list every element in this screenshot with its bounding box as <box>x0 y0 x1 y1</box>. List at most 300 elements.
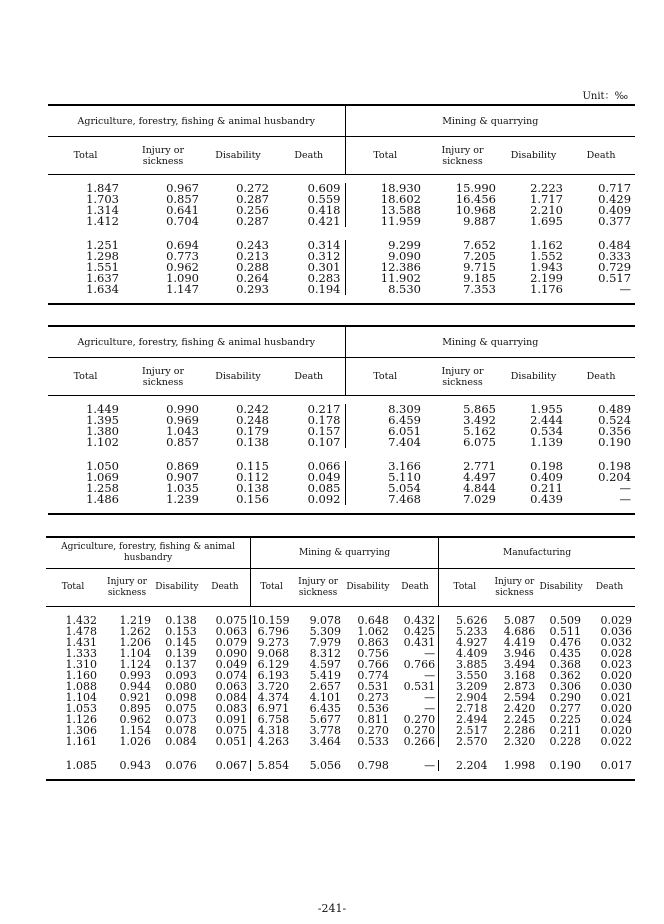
table-cell: 1.310 <box>65 658 97 671</box>
column-header: Total <box>439 569 491 607</box>
table-row <box>46 760 635 771</box>
table-cell: 4.686 <box>503 625 536 638</box>
table-cell: 8.312 <box>309 647 342 660</box>
table-body <box>48 175 635 305</box>
table-cell: 2.718 <box>456 702 488 715</box>
table-cell: 8.309 <box>388 402 421 416</box>
column-header: Disability <box>203 137 273 175</box>
table-cell: 0.112 <box>236 470 269 484</box>
table-cell: 0.509 <box>549 614 581 627</box>
table-cell: 6.796 <box>257 625 290 638</box>
table-cell: 0.084 <box>165 735 197 748</box>
table-cell: 0.531 <box>392 681 439 692</box>
table-cell: 0.944 <box>119 680 151 693</box>
table-cell: 1.431 <box>65 636 97 649</box>
table-cell: 0.020 <box>600 669 632 682</box>
table-cell: 0.093 <box>165 669 197 682</box>
table-cell: 1.847 <box>86 181 119 195</box>
table-cell: 1.090 <box>166 271 199 285</box>
table-cell: 1.943 <box>530 260 563 274</box>
table-cell: 0.270 <box>392 714 439 725</box>
table-cell: 0.190 <box>598 435 632 449</box>
table-cell: 0.435 <box>549 647 581 660</box>
table-cell: 0.270 <box>392 725 439 736</box>
table-cell: 4.497 <box>463 470 496 484</box>
column-header: Total <box>48 358 123 396</box>
table-cell: 5.626 <box>456 614 488 627</box>
table-cell: 0.092 <box>273 494 345 505</box>
table-cell: 1.955 <box>530 402 563 416</box>
table-cell: 0.857 <box>166 435 199 449</box>
table-cell: 0.277 <box>549 702 581 715</box>
table-cell: 9.078 <box>309 614 342 627</box>
table-section-1 <box>48 104 635 305</box>
table-cell: 0.717 <box>598 181 632 195</box>
page-number: -241- <box>317 902 347 915</box>
table-cell: 0.290 <box>549 691 581 704</box>
table-body <box>48 396 635 515</box>
column-header: Injury or sickness <box>491 569 539 607</box>
table-cell: 1.206 <box>119 636 151 649</box>
table-cell: 11.959 <box>380 214 421 228</box>
column-header: Injury or sickness <box>123 137 203 175</box>
table-cell: 0.704 <box>166 214 199 228</box>
table-cell: 0.225 <box>549 713 581 726</box>
table-cell: 5.110 <box>388 470 421 484</box>
table-cell: 1.053 <box>65 702 97 715</box>
table-cell: 3.778 <box>309 724 342 737</box>
group-header: Manufacturing <box>439 537 635 569</box>
table-cell: 1.219 <box>119 614 151 627</box>
table-cell: 4.101 <box>309 691 342 704</box>
table-cell: 1.478 <box>65 625 97 638</box>
table-cell: 5.054 <box>388 481 421 495</box>
table-cell: 1.176 <box>530 282 563 296</box>
table-cell: 0.288 <box>236 260 269 274</box>
table-cell: 0.179 <box>236 424 269 438</box>
column-header: Disability <box>203 358 273 396</box>
table-cell: 0.368 <box>549 658 581 671</box>
table-body <box>46 607 635 781</box>
table-cell: 7.205 <box>463 249 496 263</box>
table-cell: 9.887 <box>463 214 496 228</box>
table-cell: 3.946 <box>503 647 536 660</box>
table-cell: 0.198 <box>598 459 632 473</box>
table-cell: 2.199 <box>530 271 563 285</box>
table-cell: 1.126 <box>65 713 97 726</box>
table-cell: 1.104 <box>119 647 151 660</box>
table-cell: 0.534 <box>530 424 563 438</box>
table-cell: 0.211 <box>549 724 581 737</box>
table-cell: 1.124 <box>119 658 151 671</box>
table-cell: 0.287 <box>236 192 269 206</box>
table-cell: 1.154 <box>119 724 151 737</box>
table-cell: 0.036 <box>600 625 632 638</box>
table-cell: 0.273 <box>357 691 389 704</box>
table-cell: 4.927 <box>456 636 488 649</box>
table-cell: 7.979 <box>309 636 342 649</box>
table-cell: 1.104 <box>65 691 97 704</box>
table-cell: — <box>619 481 632 495</box>
table-cell: 0.248 <box>236 413 269 427</box>
table-cell: 4.597 <box>309 658 342 671</box>
table-cell: 0.198 <box>530 459 563 473</box>
table-cell: 0.090 <box>200 648 251 659</box>
table-cell: 5.309 <box>309 625 342 638</box>
table-cell: 3.494 <box>503 658 536 671</box>
table-cell: 0.138 <box>236 481 269 495</box>
table-cell: 5.233 <box>456 625 488 638</box>
table-cell: 0.063 <box>200 681 251 692</box>
table-cell: 2.245 <box>503 713 536 726</box>
table-cell: 0.439 <box>530 492 563 506</box>
table-cell: 0.811 <box>357 713 389 726</box>
table-cell: 1.998 <box>503 759 536 772</box>
table-cell: 0.137 <box>165 658 197 671</box>
table-cell: 0.075 <box>200 615 251 626</box>
table-cell: 0.857 <box>166 192 199 206</box>
table-cell: 0.895 <box>119 702 151 715</box>
table-cell: 0.729 <box>598 260 632 274</box>
table-cell: 6.193 <box>257 669 290 682</box>
table-cell: 2.657 <box>309 680 342 693</box>
table-cell: 0.694 <box>166 238 199 252</box>
table-row <box>48 216 635 227</box>
table-cell: 1.162 <box>530 238 563 252</box>
table-section-3 <box>46 536 635 781</box>
table-cell: 0.648 <box>357 614 389 627</box>
table-cell: 0.074 <box>200 670 251 681</box>
table-cell: 0.066 <box>273 461 345 472</box>
table-cell: 4.844 <box>463 481 496 495</box>
table-cell: 0.075 <box>200 725 251 736</box>
column-header: Disability <box>500 358 567 396</box>
table-cell: 12.386 <box>380 260 421 274</box>
table-cell: 0.293 <box>236 282 269 296</box>
table-cell: 6.051 <box>388 424 421 438</box>
table-row <box>48 494 635 505</box>
table-cell: 1.062 <box>357 625 389 638</box>
table-cell: 11.902 <box>380 271 421 285</box>
table-cell: 7.468 <box>388 492 421 506</box>
table-cell: 0.993 <box>119 669 151 682</box>
table-cell: 1.102 <box>86 435 119 449</box>
column-header: Injury or sickness <box>123 358 203 396</box>
table-cell: 0.156 <box>236 492 269 506</box>
table-cell: 16.456 <box>455 192 496 206</box>
table-cell: 2.594 <box>503 691 536 704</box>
table-cell: 9.299 <box>388 238 421 252</box>
table-row <box>48 284 635 295</box>
table-cell: 0.017 <box>600 759 632 772</box>
table-cell: 0.283 <box>273 273 345 284</box>
table-cell: 7.353 <box>463 282 496 296</box>
column-header: Death <box>567 137 635 175</box>
table-cell: 0.256 <box>236 203 269 217</box>
table-cell: 2.494 <box>456 713 488 726</box>
table-cell: 3.166 <box>388 459 421 473</box>
table-cell: 0.243 <box>236 238 269 252</box>
table-cell: 6.758 <box>257 713 290 726</box>
column-header: Injury or sickness <box>100 569 154 607</box>
table-cell: 3.492 <box>463 413 496 427</box>
table-cell: 0.766 <box>357 658 389 671</box>
table-cell: 5.865 <box>463 402 496 416</box>
column-header: Death <box>584 569 635 607</box>
table-cell: 0.157 <box>273 426 345 437</box>
table-cell: 1.333 <box>65 647 97 660</box>
table-cell: 8.530 <box>388 282 421 296</box>
column-header: Total <box>48 137 123 175</box>
table-cell: 5.677 <box>309 713 342 726</box>
table-cell: 0.051 <box>200 736 251 747</box>
table-cell: 0.076 <box>165 759 197 772</box>
table-cell: 1.258 <box>86 481 119 495</box>
table-cell: 0.409 <box>530 470 563 484</box>
table-cell: 2.420 <box>503 702 536 715</box>
table-cell: 1.637 <box>86 271 119 285</box>
table-cell: 0.431 <box>392 637 439 648</box>
column-header: Total <box>46 569 100 607</box>
table-cell: 1.147 <box>166 282 199 296</box>
table-cell: 0.756 <box>357 647 389 660</box>
group-header: Agriculture, forestry, fishing & animal husbandry <box>48 326 345 358</box>
table-cell: 1.026 <box>119 735 151 748</box>
table-cell: — <box>392 670 439 681</box>
table-cell: 1.306 <box>65 724 97 737</box>
table-cell: 0.107 <box>273 437 345 448</box>
table-cell: 0.609 <box>273 183 345 194</box>
table-cell: 0.425 <box>392 626 439 637</box>
table-cell: 0.211 <box>530 481 563 495</box>
table-cell: 0.032 <box>600 636 632 649</box>
table-cell: 0.020 <box>600 702 632 715</box>
table-cell: — <box>392 760 439 771</box>
group-header: Agriculture, forestry, fishing & animal husbandry <box>46 537 251 569</box>
table-cell: 1.161 <box>65 735 97 748</box>
table-cell: 1.239 <box>166 492 199 506</box>
table-cell: 1.035 <box>166 481 199 495</box>
table-cell: 3.209 <box>456 680 488 693</box>
column-header: Disability <box>538 569 584 607</box>
column-header: Death <box>392 569 439 607</box>
table-cell: 2.210 <box>530 203 563 217</box>
table-cell: 1.160 <box>65 669 97 682</box>
table-cell: 1.695 <box>530 214 563 228</box>
table-cell: 1.298 <box>86 249 119 263</box>
column-header: Death <box>273 358 345 396</box>
table-cell: 9.068 <box>257 647 290 660</box>
table-cell: 2.286 <box>503 724 536 737</box>
table-cell: 4.318 <box>257 724 290 737</box>
table-cell: 9.185 <box>463 271 496 285</box>
table-cell: 2.904 <box>456 691 488 704</box>
table-cell: 0.264 <box>236 271 269 285</box>
table-cell: 1.634 <box>86 282 119 296</box>
table-cell: 6.459 <box>388 413 421 427</box>
table-cell: 0.362 <box>549 669 581 682</box>
table-cell: 0.314 <box>273 240 345 251</box>
table-cell: 15.990 <box>455 181 496 195</box>
table-cell: 1.717 <box>530 192 563 206</box>
table-cell: 4.419 <box>503 636 536 649</box>
table-cell: 1.050 <box>86 459 119 473</box>
table-cell: 1.088 <box>65 680 97 693</box>
table-cell: 0.178 <box>273 415 345 426</box>
table-cell: 1.432 <box>65 614 97 627</box>
table-cell: 2.873 <box>503 680 536 693</box>
table-cell: 0.531 <box>357 680 389 693</box>
table-cell: 3.720 <box>257 680 290 693</box>
column-header: Disability <box>500 137 567 175</box>
table-cell: 0.967 <box>166 181 199 195</box>
table-cell: 0.511 <box>549 625 581 638</box>
table-cell: 0.798 <box>357 759 389 772</box>
table-cell: 0.022 <box>600 735 632 748</box>
table-cell: 3.464 <box>309 735 342 748</box>
table-cell: 0.078 <box>165 724 197 737</box>
table-cell: 0.869 <box>166 459 199 473</box>
table-cell: 0.962 <box>166 260 199 274</box>
table-cell: 6.075 <box>463 435 496 449</box>
table-cell: 2.320 <box>503 735 536 748</box>
table-cell: 1.486 <box>86 492 119 506</box>
table-cell: 0.524 <box>598 413 632 427</box>
table-cell: 5.056 <box>309 759 342 772</box>
table-cell: — <box>619 492 632 506</box>
table-cell: 0.907 <box>166 470 199 484</box>
table-cell: 0.145 <box>165 636 197 649</box>
table-cell: — <box>392 703 439 714</box>
table-cell: 18.602 <box>380 192 421 206</box>
table-cell: 0.228 <box>549 735 581 748</box>
table-cell: 0.272 <box>236 181 269 195</box>
table-cell: 5.854 <box>257 759 290 772</box>
table-cell: 0.030 <box>600 680 632 693</box>
table-cell: 0.533 <box>357 735 389 748</box>
table-cell: 2.570 <box>456 735 488 748</box>
table-cell: 0.484 <box>598 238 632 252</box>
table-cell: 2.771 <box>463 459 496 473</box>
group-header: Mining & quarrying <box>345 326 635 358</box>
table-cell: 10.159 <box>251 614 290 627</box>
table-cell: 18.930 <box>380 181 421 195</box>
table-cell: 0.067 <box>200 760 251 771</box>
table-cell: 0.098 <box>165 691 197 704</box>
table-cell: 1.552 <box>530 249 563 263</box>
spacer-row <box>48 295 635 304</box>
table-cell: 1.703 <box>86 192 119 206</box>
table-cell: 1.314 <box>86 203 119 217</box>
table-cell: 0.091 <box>200 714 251 725</box>
table-cell: 1.262 <box>119 625 151 638</box>
group-header: Mining & quarrying <box>345 105 635 137</box>
table-cell: 1.412 <box>86 214 119 228</box>
table-cell: 9.715 <box>463 260 496 274</box>
table-cell: 0.204 <box>598 470 632 484</box>
table-cell: — <box>619 282 632 296</box>
table-cell: 4.374 <box>257 691 290 704</box>
table-cell: 0.356 <box>598 424 632 438</box>
table-cell: 0.242 <box>236 402 269 416</box>
table-cell: 0.377 <box>598 214 632 228</box>
column-header: Injury or sickness <box>425 137 500 175</box>
table-cell: 0.409 <box>598 203 632 217</box>
table-cell: 0.138 <box>236 435 269 449</box>
table-cell: 0.115 <box>236 459 269 473</box>
table-cell: 0.489 <box>598 402 632 416</box>
table-cell: 0.073 <box>165 713 197 726</box>
table-cell: 0.079 <box>200 637 251 648</box>
table-cell: 0.217 <box>273 404 345 415</box>
group-header: Mining & quarrying <box>251 537 439 569</box>
table-section-2 <box>48 325 635 515</box>
table-row <box>46 736 635 747</box>
table-cell: 0.024 <box>600 713 632 726</box>
table-cell: 4.409 <box>456 647 488 660</box>
column-header: Total <box>251 569 293 607</box>
table-cell: 0.559 <box>273 194 345 205</box>
table-cell: 7.404 <box>388 435 421 449</box>
table-cell: 4.263 <box>257 735 290 748</box>
table-cell: 0.153 <box>165 625 197 638</box>
table-cell: 1.251 <box>86 238 119 252</box>
table-cell: 0.138 <box>165 614 197 627</box>
table-cell: 2.517 <box>456 724 488 737</box>
table-cell: 0.023 <box>600 658 632 671</box>
table-cell: 0.020 <box>600 724 632 737</box>
table-cell: 2.204 <box>456 759 488 772</box>
table-cell: 0.194 <box>273 284 345 295</box>
table-cell: 5.162 <box>463 424 496 438</box>
table-cell: — <box>392 692 439 703</box>
table-cell: 1.139 <box>530 435 563 449</box>
table-cell: 3.885 <box>456 658 488 671</box>
table-cell: 0.084 <box>200 692 251 703</box>
column-header: Injury or sickness <box>425 358 500 396</box>
table-cell: 0.049 <box>273 472 345 483</box>
table-cell: 10.968 <box>455 203 496 217</box>
table-row <box>48 437 635 448</box>
table-cell: 3.550 <box>456 669 488 682</box>
table-cell: 0.774 <box>357 669 389 682</box>
table-cell: 1.043 <box>166 424 199 438</box>
table-cell: 0.943 <box>119 759 151 772</box>
spacer-row <box>48 505 635 514</box>
table-cell: 0.536 <box>357 702 389 715</box>
table-cell: 9.090 <box>388 249 421 263</box>
column-header: Death <box>273 137 345 175</box>
table-cell: 0.266 <box>392 736 439 747</box>
table-cell: 0.418 <box>273 205 345 216</box>
table-cell: 6.129 <box>257 658 290 671</box>
column-header: Total <box>345 137 425 175</box>
table-cell: 0.139 <box>165 647 197 660</box>
table-cell: 9.273 <box>257 636 290 649</box>
table-cell: 0.766 <box>392 659 439 670</box>
table-cell: 0.641 <box>166 203 199 217</box>
table-cell: 3.168 <box>503 669 536 682</box>
table-cell: 5.087 <box>503 614 536 627</box>
table-cell: 0.301 <box>273 262 345 273</box>
table-cell: 0.312 <box>273 251 345 262</box>
table-cell: 1.449 <box>86 402 119 416</box>
table-cell: 0.962 <box>119 713 151 726</box>
table-cell: 13.588 <box>380 203 421 217</box>
table-cell: 0.969 <box>166 413 199 427</box>
column-header: Disability <box>154 569 200 607</box>
table-cell: 0.921 <box>119 691 151 704</box>
